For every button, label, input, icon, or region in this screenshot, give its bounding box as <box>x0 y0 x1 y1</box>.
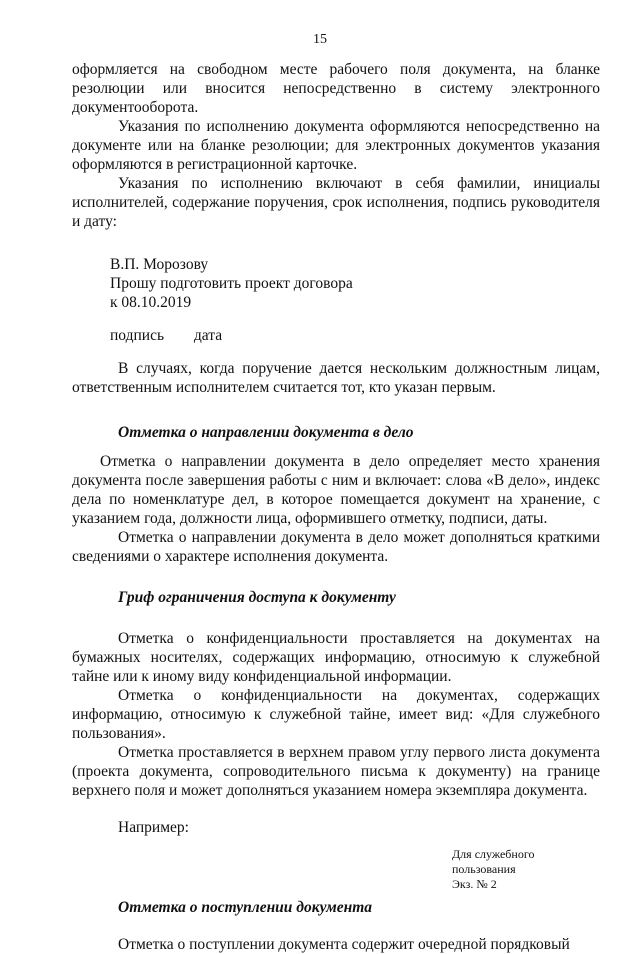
document-body <box>72 60 600 954</box>
date-label: дата <box>193 327 223 344</box>
example-label: Например: <box>118 819 189 836</box>
paragraph-instructions-content: Указания по исполнению включают в себя фамилии, инициалы исполнителей, содержание поручения, срок исполнения, подпись руководителя и дату: <box>72 175 600 230</box>
sample-addressee: В.П. Морозову <box>110 256 209 273</box>
signature-row <box>110 326 600 345</box>
paragraph-case-file-extra: Отметка о направлении документа в дело может дополняться краткими сведениями о характере исполнения документа. <box>72 529 600 565</box>
paragraph-confidentiality-mark: Отметка о конфиденциальности проставляется на документах на бумажных носителях, содержащих информацию, относимую к служебной тайне или к иному виду конфиденциальной информации. <box>72 630 600 685</box>
section-heading-case-file: Отметка о направлении документа в дело <box>118 424 414 441</box>
stamp-restriction-text: Для служебного пользования <box>452 847 535 876</box>
restriction-stamp <box>452 847 600 892</box>
stamp-copy-number: Экз. № 2 <box>452 877 497 891</box>
paragraph-case-file-mark: Отметка о направлении документа в дело определяет место хранения документа после завершения работы с ним и включает: слова «В дело», индекс дела по номенклатуре дел, в которое помещается документ на хранение, с указанием года, должности лица, оформившего отметку, подписи, даты. <box>72 453 600 527</box>
section-heading-receipt: Отметка о поступлении документа <box>118 899 372 916</box>
resolution-sample <box>110 255 600 312</box>
paragraph-multiple-executors: В случаях, когда поручение дается нескольким должностным лицам, ответственным исполнителем считается тот, кто указан первым. <box>72 360 600 396</box>
paragraph-instructions-location: Указания по исполнению документа оформляются непосредственно на документе или на бланке резолюции; для электронных документов указания оформляются в регистрационной карточке. <box>72 118 600 173</box>
paragraph-confidentiality-form: Отметка о конфиденциальности на документах, содержащих информацию, относимую к служебной тайне, имеет вид: «Для служебного пользования». <box>72 687 600 742</box>
page-number: 15 <box>313 32 327 47</box>
sample-deadline: к 08.10.2019 <box>110 294 192 311</box>
section-heading-access-restriction: Гриф ограничения доступа к документу <box>118 589 396 606</box>
paragraph-resolution-place: оформляется на свободном месте рабочего поля документа, на бланке резолюции или вносится непосредственно в систему электронного документооборота. <box>72 61 600 116</box>
signature-label: подпись <box>110 327 165 344</box>
sample-instruction: Прошу подготовить проект договора <box>110 275 353 292</box>
paragraph-confidentiality-placement: Отметка проставляется в верхнем правом углу первого листа документа (проекта документа, сопроводительного письма к документу) на границе верхнего поля и может дополняться указанием номера экземпляра документа. <box>72 744 600 799</box>
paragraph-receipt-mark: Отметка о поступлении документа содержит очередной порядковый <box>118 936 570 953</box>
